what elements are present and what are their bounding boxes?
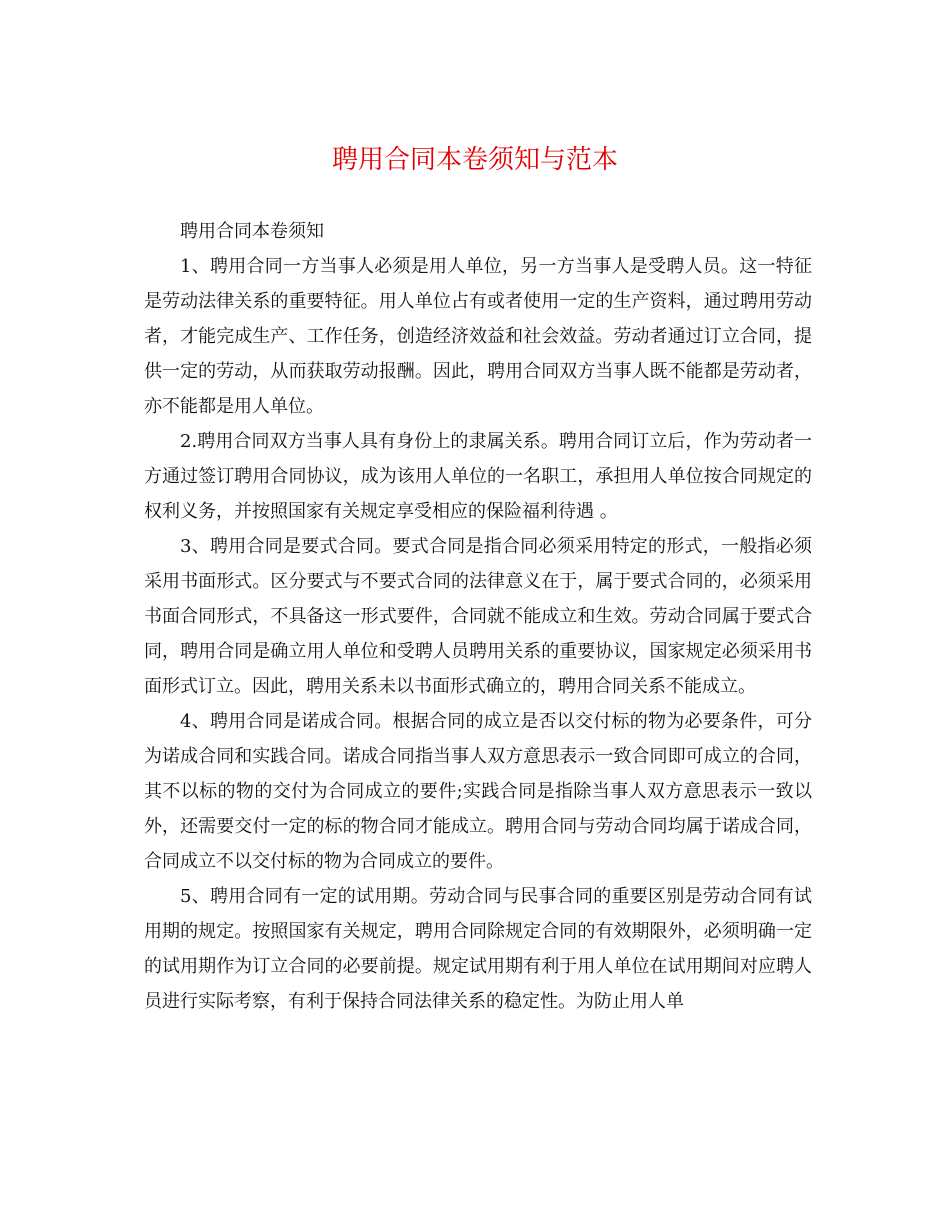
paragraph-3: 3、聘用合同是要式合同。要式合同是指合同必须采用特定的形式，一般指必须采用书面形式。区分要式与不要式合同的法律意义在于，属于要式合同的，必须采用书面合同形式，不具备这一形式要件，合同就不能成立和生效。劳动合同属于要式合同，聘用合同是确立用人单位和受聘人员聘用关系的重要协议，国家规定必须采用书面形式订立。因此，聘用关系未以书面形式确立的，聘用合同关系不能成立。 <box>144 536 812 697</box>
paragraph-4: 4、聘用合同是诺成合同。根据合同的成立是否以交付标的物为必要条件，可分为诺成合同和实践合同。诺成合同指当事人双方意思表示一致合同即可成立的合同，其不以标的物的交付为合同成立的要件;实践合同是指除当事人双方意思表示一致以外，还需要交付一定的标的物合同才能成立。聘用合同与劳动合同均属于诺成合同，合同成立不以交付标的物为合同成立的要件。 <box>144 711 812 872</box>
paragraph-1: 1、聘用合同一方当事人必须是用人单位，另一方当事人是受聘人员。这一特征是劳动法律关系的重要特征。用人单位占有或者使用一定的生产资料，通过聘用劳动者，才能完成生产、工作任务，创造经济效益和社会效益。劳动者通过订立合同，提供一定的劳动，从而获取劳动报酬。因此，聘用合同双方当事人既不能都是劳动者，亦不能都是用人单位。 <box>144 256 812 417</box>
paragraph-2: 2.聘用合同双方当事人具有身份上的隶属关系。聘用合同订立后，作为劳动者一方通过签订聘用合同协议，成为该用人单位的一名职工，承担用人单位按合同规定的权利义务，并按照国家有关规定享受相应的保险福利待遇 。 <box>144 431 812 522</box>
document-body <box>144 214 812 1019</box>
section-heading: 聘用合同本卷须知 <box>180 221 324 242</box>
paragraph-5: 5、聘用合同有一定的试用期。劳动合同与民事合同的重要区别是劳动合同有试用期的规定。按照国家有关规定，聘用合同除规定合同的有效期限外，必须明确一定的试用期作为订立合同的必要前提。规定试用期有利于用人单位在试用期间对应聘人员进行实际考察，有利于保持合同法律关系的稳定性。为防止用人单 <box>144 886 812 1012</box>
document-title: 聘用合同本卷须知与范本 <box>331 145 618 175</box>
